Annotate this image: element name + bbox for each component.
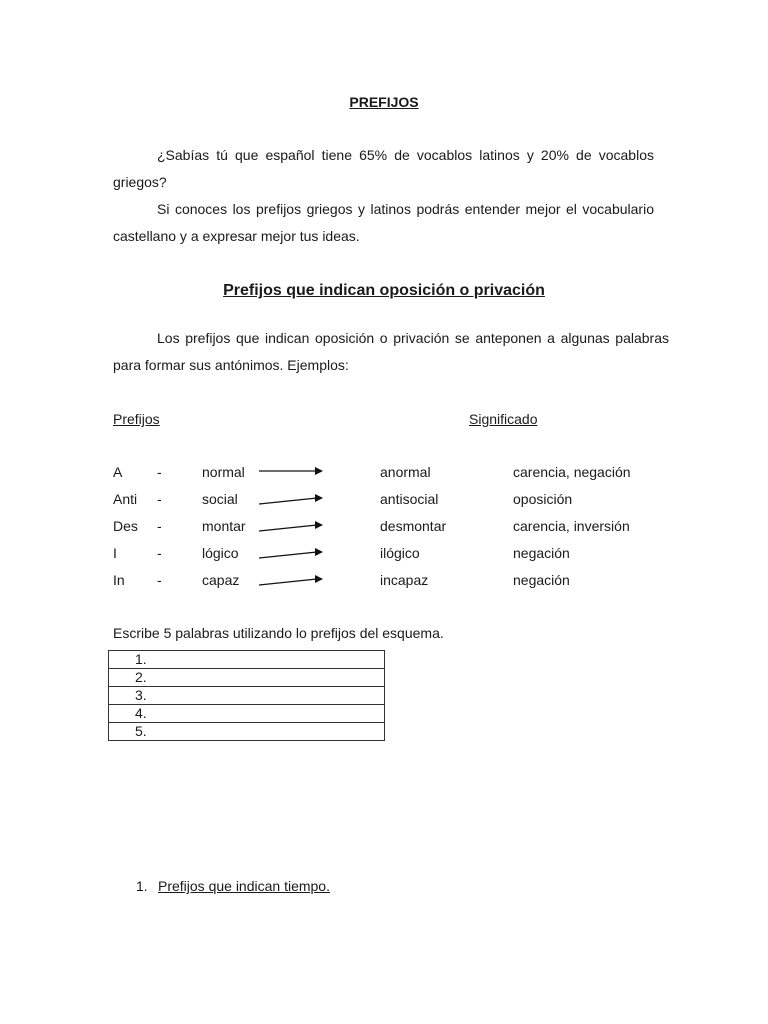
- exercise-instruction: Escribe 5 palabras utilizando lo prefijos del esquema.: [113, 625, 444, 641]
- answer-row: [109, 651, 385, 669]
- meaning-cell: carencia, inversión: [513, 518, 630, 534]
- meaning-cell: negación: [513, 572, 570, 588]
- right-arrow-icon: [259, 465, 325, 484]
- base-word-cell: social: [202, 491, 238, 507]
- dash-cell: -: [157, 491, 162, 507]
- right-arrow-icon: [259, 492, 325, 511]
- result-word-cell: antisocial: [380, 491, 439, 507]
- dash-cell: -: [157, 464, 162, 480]
- prefix-cell: A: [113, 464, 123, 480]
- prefix-cell: Anti: [113, 491, 138, 507]
- intro-paragraph-2-text: Si conoces los prefijos griegos y latinos podrás entender mejor el vocabulario castellano y a expresar mejor tus ideas.: [113, 201, 654, 244]
- result-word-cell: ilógico: [380, 545, 420, 561]
- intro-paragraph-1-text: ¿Sabías tú que español tiene 65% de vocablos latinos y 20% de vocablos griegos?: [113, 147, 654, 190]
- answer-row: [109, 669, 385, 687]
- table-row: [0, 572, 768, 594]
- answer-cell[interactable]: 5.: [109, 723, 385, 741]
- result-word-cell: incapaz: [380, 572, 429, 588]
- result-word-cell: anormal: [380, 464, 431, 480]
- page-title: PREFIJOS: [349, 94, 419, 110]
- answer-table: [108, 650, 385, 741]
- intro-paragraph-1: [113, 142, 654, 196]
- answer-cell[interactable]: 2.: [109, 669, 385, 687]
- prefix-cell: In: [113, 572, 125, 588]
- column-header-prefixes: Prefijos: [113, 411, 160, 427]
- meaning-cell: negación: [513, 545, 570, 561]
- section-paragraph: [113, 325, 669, 379]
- table-row: [0, 491, 768, 513]
- answer-cell[interactable]: 4.: [109, 705, 385, 723]
- meaning-cell: oposición: [513, 491, 573, 507]
- right-arrow-icon: [259, 546, 325, 565]
- column-header-meaning: Significado: [469, 411, 538, 427]
- result-word-cell: desmontar: [380, 518, 447, 534]
- answer-row: [109, 687, 385, 705]
- right-arrow-icon: [259, 519, 325, 538]
- base-word-cell: capaz: [202, 572, 240, 588]
- answer-cell[interactable]: 3.: [109, 687, 385, 705]
- dash-cell: -: [157, 518, 162, 534]
- section-heading-time: [136, 878, 330, 894]
- base-word-cell: montar: [202, 518, 246, 534]
- meaning-cell: carencia, negación: [513, 464, 631, 480]
- prefix-cell: Des: [113, 518, 138, 534]
- prefix-cell: I: [113, 545, 117, 561]
- base-word-cell: lógico: [202, 545, 239, 561]
- section-heading-time-text: Prefijos que indican tiempo.: [158, 878, 330, 894]
- right-arrow-icon: [259, 573, 325, 592]
- dash-cell: -: [157, 545, 162, 561]
- base-word-cell: normal: [202, 464, 245, 480]
- dash-cell: -: [157, 572, 162, 588]
- answer-row: [109, 723, 385, 741]
- intro-paragraph-2: [113, 196, 654, 250]
- answer-row: [109, 705, 385, 723]
- table-row: [0, 518, 768, 540]
- section-heading-opposition: Prefijos que indican oposición o privación: [223, 282, 545, 299]
- table-row: [0, 464, 768, 486]
- section-paragraph-text: Los prefijos que indican oposición o privación se anteponen a algunas palabras para formar sus antónimos. Ejemplos:: [113, 330, 669, 373]
- section-number: 1.: [136, 878, 148, 894]
- table-row: [0, 545, 768, 567]
- answer-cell[interactable]: 1.: [109, 651, 385, 669]
